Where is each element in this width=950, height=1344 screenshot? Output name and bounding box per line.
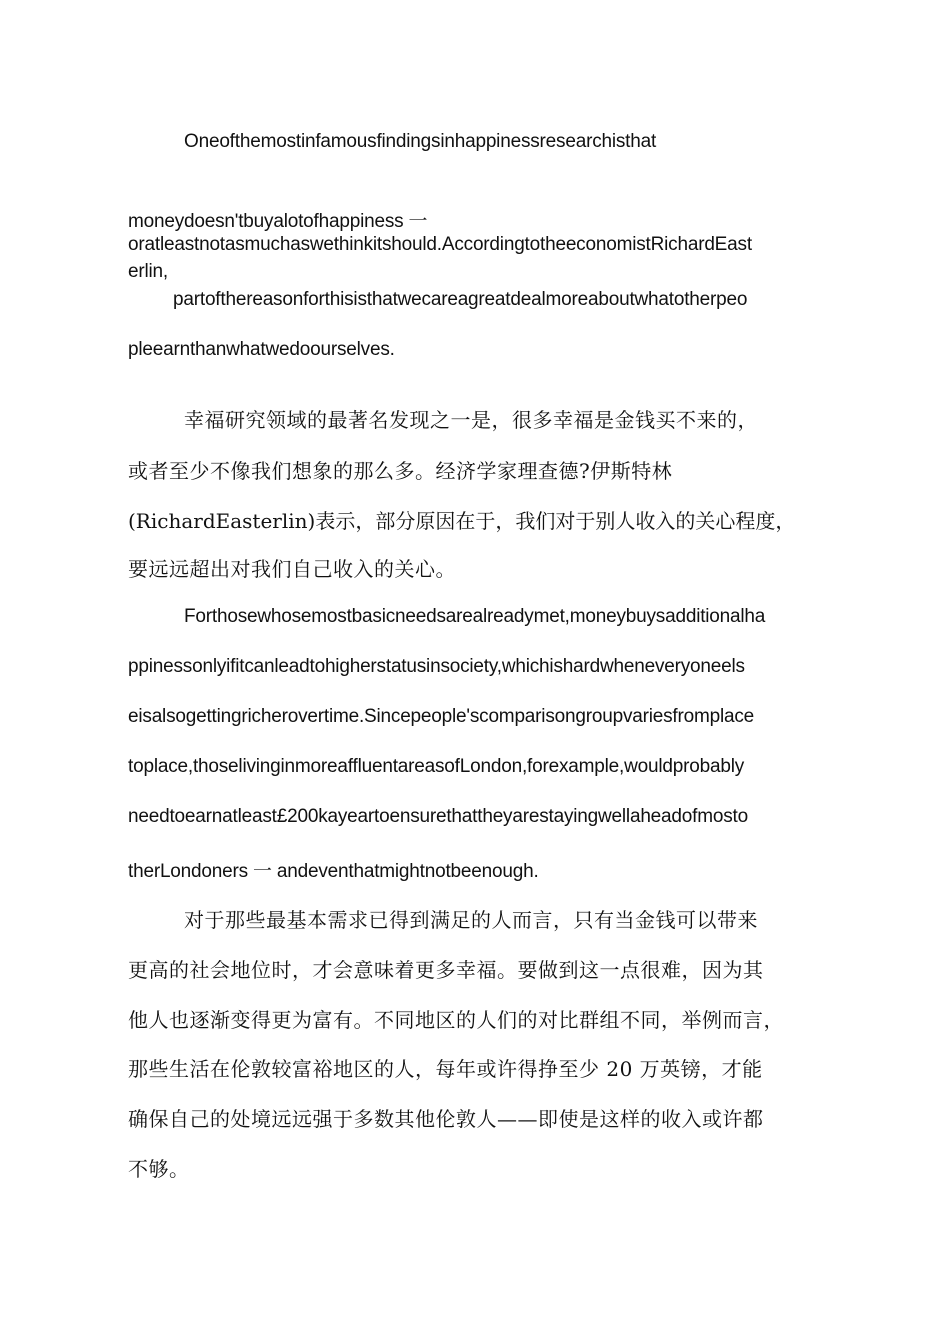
zh-paragraph-2-line-5: 确保自己的处境远远强于多数其他伦敦人——即使是这样的收入或许都 <box>128 1107 764 1131</box>
en-paragraph-1-line-5: partofthereasonforthisisthatwecareagreatdealmoreaboutwhatotherpeo <box>173 289 748 310</box>
en-paragraph-2-line-3: eisalsogettingricherovertime.Sincepeople'scomparisongroupvariesfromplace <box>128 706 755 727</box>
zh-paragraph-1-line-3: (RichardEasterlin)表示，部分原因在于，我们对于别人收入的关心程度， <box>128 509 796 533</box>
zh-paragraph-2-line-1: 对于那些最基本需求已得到满足的人而言，只有当金钱可以带来 <box>184 908 758 932</box>
en-paragraph-2-line-1: Forthosewhosemostbasicneedsarealreadymet,moneybuysadditionalha <box>184 606 766 627</box>
en-paragraph-2-line-4: toplace,thoselivinginmoreaffluentareasofLondon,forexample,wouldprobably <box>128 756 745 777</box>
zh-paragraph-2-line-3: 他人也逐渐变得更为富有。不同地区的人们的对比群组不同，举例而言， <box>128 1008 784 1032</box>
en-paragraph-1-line-1: Oneofthemostinfamousfindingsinhappinessresearchisthat <box>184 131 657 152</box>
en-paragraph-2-line-6: therLondoners 一 andeventhatmightnotbeenough. <box>128 861 539 882</box>
en-paragraph-1-line-4: erlin, <box>128 261 168 282</box>
zh-paragraph-2-line-6: 不够。 <box>128 1157 190 1181</box>
en-paragraph-2-line-2: ppinessonlyifitcanleadtohigherstatusinsociety,whichishardwheneveryoneels <box>128 656 745 677</box>
en-paragraph-2-line-5: needtoearnatleast£200kayeartoensurethattheyarestayingwellaheadofmosto <box>128 806 748 827</box>
zh-paragraph-1-line-1: 幸福研究领域的最著名发现之一是，很多幸福是金钱买不来的， <box>184 408 758 432</box>
en-paragraph-1-line-2: moneydoesn'tbuyalotofhappiness 一 <box>128 211 428 232</box>
zh-paragraph-2-line-4: 那些生活在伦敦较富裕地区的人，每年或许得挣至少 20 万英镑，才能 <box>128 1057 763 1081</box>
zh-paragraph-2-line-2: 更高的社会地位时，才会意味着更多幸福。要做到这一点很难，因为其 <box>128 958 764 982</box>
en-paragraph-1-line-3: oratleastnotasmuchaswethinkitshould.AccordingtotheeconomistRichardEast <box>128 234 752 255</box>
zh-paragraph-1-line-4: 要远远超出对我们自己收入的关心。 <box>128 557 456 581</box>
zh-paragraph-1-line-2: 或者至少不像我们想象的那么多。经济学家理查德?伊斯特林 <box>128 459 673 483</box>
en-paragraph-1-line-6: pleearnthanwhatwedoourselves. <box>128 339 395 360</box>
